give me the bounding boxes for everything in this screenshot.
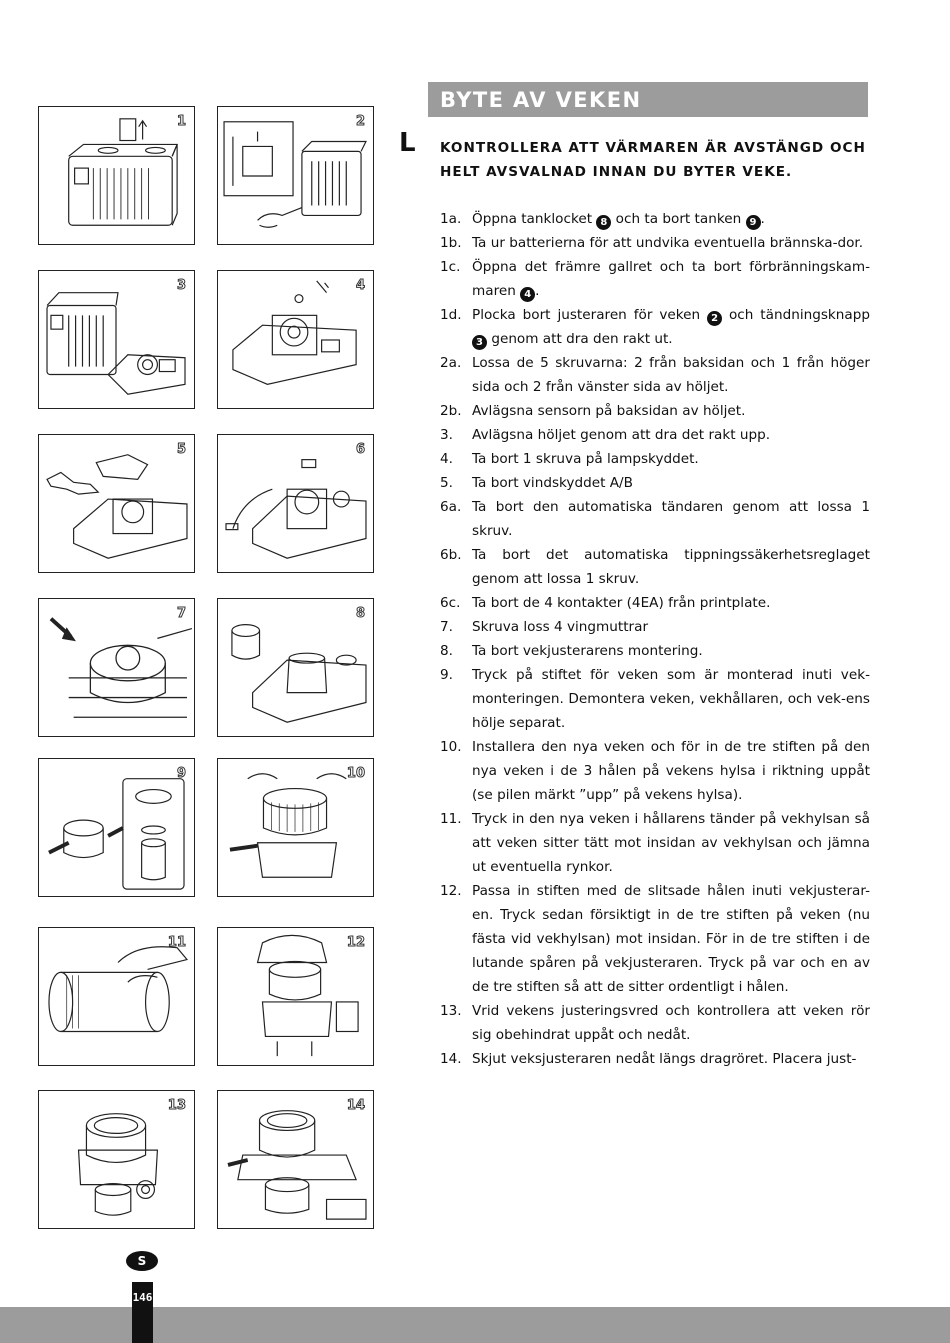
step-text: Passa in stiften med de slitsade hålen inuti vekjusterar-en. Tryck sedan försiktigt in de tre stiften på veken (nu fästa vid vekhylsan) mot insidan. För in de tre stiften i de lutande spåren på vekjusteraren. Tryck på var och en av de tre stiften så att de sitter ordentligt i hålen. <box>472 883 870 995</box>
step-item <box>440 207 870 231</box>
step-text: och tändningsknapp <box>722 307 870 323</box>
step-item <box>440 399 870 423</box>
figure-number: 14 <box>346 1098 365 1113</box>
igniter-illustration <box>218 435 373 572</box>
step-item <box>440 543 870 591</box>
figure-9 <box>38 758 195 897</box>
step-number: 1a. <box>440 211 462 227</box>
figure-number: 10 <box>346 766 365 781</box>
step-number: 6b. <box>440 547 462 563</box>
step-number: 1d. <box>440 307 462 323</box>
step-item <box>440 303 870 351</box>
step-text: och ta bort tanken <box>611 211 746 227</box>
figure-5 <box>38 434 195 573</box>
step-item <box>440 879 870 999</box>
figure-number: 4 <box>355 278 365 293</box>
part-marker: 8 <box>596 215 611 230</box>
figure-13 <box>38 1090 195 1229</box>
step-text: . <box>535 283 540 299</box>
step-text: Lossa de 5 skruvarna: 2 från baksidan och 1 från höger sida och 2 från vänster sida av höljet. <box>472 355 870 395</box>
section-title: BYTE AV VEKEN <box>440 88 642 112</box>
step-item <box>440 351 870 399</box>
step-text: Skruva loss 4 vingmuttrar <box>472 619 649 635</box>
step-text: Ta bort 1 skruva på lampskyddet. <box>472 451 699 467</box>
figure-number: 3 <box>176 278 186 293</box>
part-marker: 3 <box>472 335 487 350</box>
figure-2 <box>217 106 374 245</box>
figure-3 <box>38 270 195 409</box>
step-number: 2b. <box>440 403 462 419</box>
step-text: Ta bort de 4 kontakter (4EA) från printplate. <box>472 595 771 611</box>
figure-number: 7 <box>176 606 186 621</box>
burner-illustration <box>218 271 373 408</box>
figure-number: 12 <box>346 935 365 950</box>
step-text: Skjut veksjusteraren nedåt längs dragröret. Placera just- <box>472 1051 857 1067</box>
wind-guard-illustration <box>39 435 194 572</box>
heater-open-illustration <box>39 271 194 408</box>
step-item <box>440 999 870 1047</box>
figure-12 <box>217 927 374 1066</box>
step-text: Öppna tanklocket <box>472 211 597 227</box>
step-number: 7. <box>440 619 453 635</box>
step-number: 12. <box>440 883 462 899</box>
step-text: . <box>760 211 765 227</box>
wing-nut-illustration <box>39 599 194 736</box>
step-number: 6c. <box>440 595 461 611</box>
language-letter: L <box>399 128 416 158</box>
step-text: Ta bort den automatiska tändaren genom att lossa 1 skruv. <box>472 499 870 539</box>
step-number: 8. <box>440 643 453 659</box>
instruction-list <box>440 207 870 1071</box>
figure-number: 6 <box>355 442 365 457</box>
figure-7 <box>38 598 195 737</box>
figure-number: 13 <box>167 1098 186 1113</box>
step-text: Vrid vekens justeringsvred och kontrollera att veken rör sig obehindrat uppåt och nedåt. <box>472 1003 870 1043</box>
figure-number: 2 <box>355 114 365 129</box>
step-text: Ta bort vindskyddet A/B <box>472 475 633 491</box>
heater-illustration <box>39 107 194 244</box>
step-number: 4. <box>440 451 453 467</box>
step-number: 11. <box>440 811 462 827</box>
step-item <box>440 471 870 495</box>
step-item <box>440 639 870 663</box>
step-text: Ta bort det automatiska tippningssäkerhetsreglaget genom att lossa 1 skruv. <box>472 547 870 587</box>
step-number: 9. <box>440 667 453 683</box>
step-text: Tryck in den nya veken i hållarens tänder på vekhylsan så att veken sitter tätt mot insidan av vekhylsan och jämna ut eventuella rynkor. <box>472 811 870 875</box>
step-number: 1b. <box>440 235 462 251</box>
step-item <box>440 615 870 639</box>
figure-1 <box>38 106 195 245</box>
figure-6 <box>217 434 374 573</box>
step-text: Ta bort vekjusterarens montering. <box>472 643 703 659</box>
step-number: 14. <box>440 1051 462 1067</box>
step-text: Avlägsna sensorn på baksidan av höljet. <box>472 403 746 419</box>
figure-14 <box>217 1090 374 1229</box>
safety-warning: KONTROLLERA ATT VÄRMAREN ÄR AVSTÄNGD OCH HELT AVSVALNAD INNAN DU BYTER VEKE. <box>440 140 866 180</box>
part-marker: 4 <box>520 287 535 302</box>
step-text: Avlägsna höljet genom att dra det rakt upp. <box>472 427 771 443</box>
step-number: 10. <box>440 739 462 755</box>
step-item <box>440 591 870 615</box>
part-marker: 9 <box>746 215 761 230</box>
page-number: 146 <box>132 1291 153 1304</box>
step-text: Öppna det främre gallret och ta bort förbränningskam-maren <box>472 259 870 299</box>
step-number: 3. <box>440 427 453 443</box>
figure-number: 5 <box>176 442 186 457</box>
step-item <box>440 447 870 471</box>
step-item <box>440 1047 870 1071</box>
figure-10 <box>217 758 374 897</box>
wick-adjuster-illustration <box>218 599 373 736</box>
step-text: Plocka bort justeraren för veken <box>472 307 708 323</box>
step-item <box>440 255 870 303</box>
wick-disassembly-illustration <box>39 759 194 896</box>
step-number: 6a. <box>440 499 462 515</box>
step-text: Installera den nya veken och för in de tre stiften på den nya veken i de 3 hålen på vekens hylsa i riktning uppåt (se pilen märkt ”upp” på vekens hylsa). <box>472 739 870 803</box>
language-badge: S <box>126 1251 158 1271</box>
step-number: 2a. <box>440 355 462 371</box>
step-text: genom att dra den rakt ut. <box>487 331 673 347</box>
step-item <box>440 735 870 807</box>
figure-8 <box>217 598 374 737</box>
step-item <box>440 663 870 735</box>
figure-number: 9 <box>176 766 186 781</box>
figure-number: 1 <box>176 114 186 129</box>
step-text: Tryck på stiftet för veken som är monterad inuti vek-monteringen. Demontera veken, vekhållaren, och vek-ens hölje separat. <box>472 667 870 731</box>
step-number: 1c. <box>440 259 461 275</box>
section-title-bar <box>428 82 868 117</box>
step-item <box>440 495 870 543</box>
step-item <box>440 423 870 447</box>
figure-11 <box>38 927 195 1066</box>
figure-4 <box>217 270 374 409</box>
part-marker: 2 <box>707 311 722 326</box>
step-item <box>440 807 870 879</box>
figure-number: 8 <box>355 606 365 621</box>
figure-number: 11 <box>167 935 186 950</box>
step-number: 5. <box>440 475 453 491</box>
step-item <box>440 231 870 255</box>
heater-detail-illustration <box>218 107 373 244</box>
step-number: 13. <box>440 1003 462 1019</box>
step-text: Ta ur batterierna för att undvika eventuella brännska-dor. <box>472 235 864 251</box>
